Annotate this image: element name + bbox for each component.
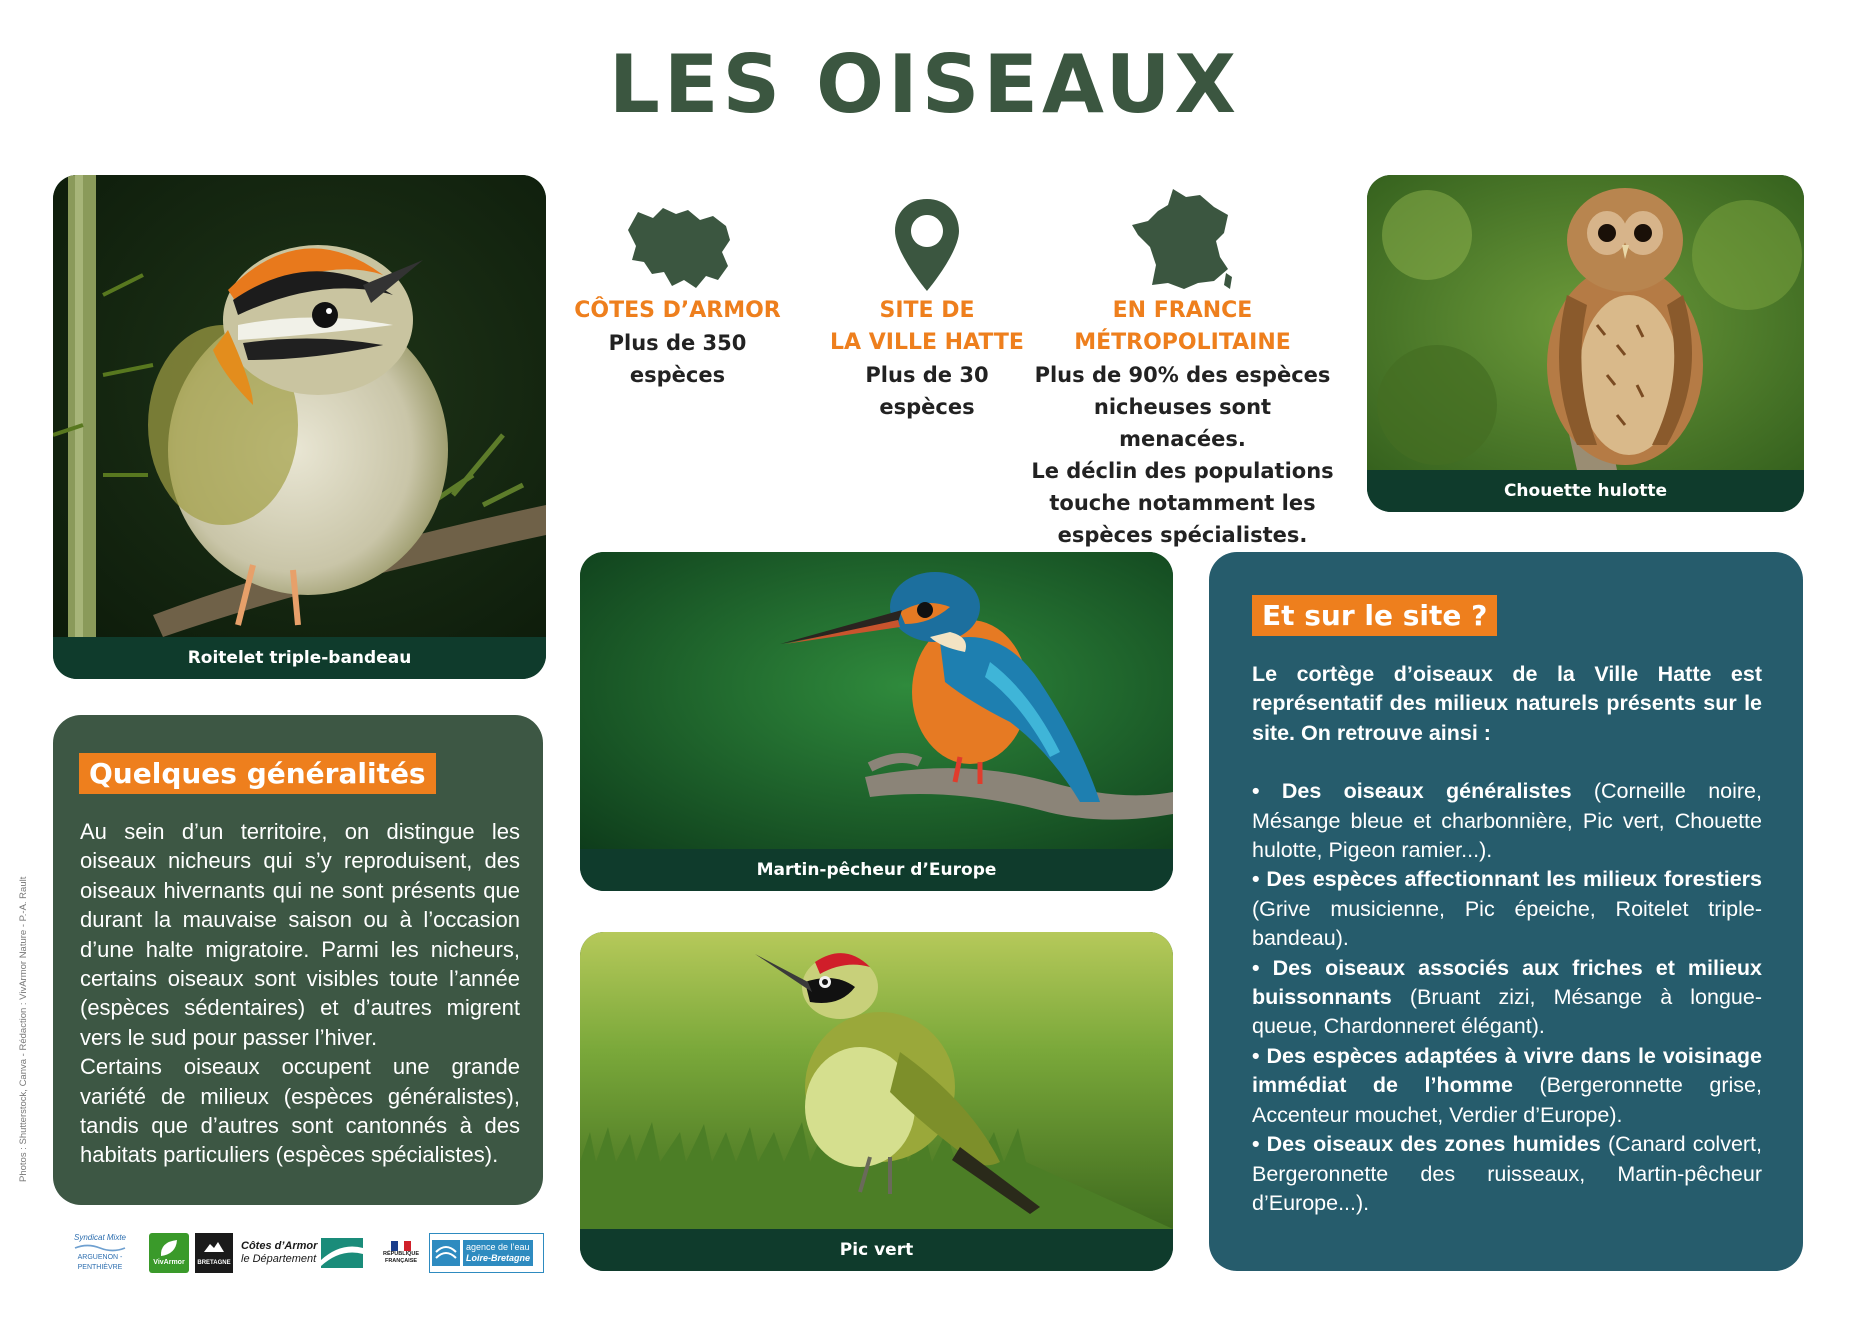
list-item-bold: • Des espèces adaptées à vivre dans le voisinage immédiat de l’homme [1252, 1043, 1762, 1098]
list-item-text: (Corneille noire, Mésange bleue et charbonnière, Pic vert, Chouette hulotte, Pigeon ramier...). [1252, 779, 1762, 863]
photo-caption-pic-vert: Pic vert [580, 1229, 1173, 1271]
list-item [1252, 954, 1762, 1042]
logo-text: Syndicat Mixte [73, 1233, 127, 1242]
photo-caption-roitelet: Roitelet triple-bandeau [53, 637, 546, 679]
stat-text: Plus de 30 [865, 363, 989, 387]
stat-heading: LA VILLE HATTE [830, 330, 1024, 355]
list-item-text: (Canard colvert, Bergeronnette des ruisseaux, Martin-pêcheur d’Europe...). [1252, 1132, 1763, 1215]
logo-text: Loire-Bretagne [466, 1253, 531, 1263]
paragraph: Au sein d’un territoire, on distingue les oiseaux nicheurs qui s’y reproduisent, des oiseaux hivernants qui ne sont présents que durant la mauvaise saison ou à l’occasion d’une halte migratoire. Parmi les nicheurs, certains oiseaux sont visibles toute l’année (espèces sédentaires) et d’autres migrent vers le sud pour passer l’hiver. [80, 819, 520, 1050]
logo-text: Côtes d’Armor [241, 1240, 318, 1252]
paragraph: Certains oiseaux occupent une grande variété de milieux (espèces généralistes), tandis que d’autres sont cantonnés à des habitats particuliers (espèces spécialistes). [80, 1054, 520, 1168]
panel-generalites [53, 715, 543, 1205]
photo-caption-chouette: Chouette hulotte [1367, 470, 1804, 512]
photo-card-pic-vert [580, 932, 1173, 1271]
stat-heading: MÉTROPOLITAINE [1074, 330, 1291, 355]
stat-france [1030, 185, 1335, 551]
list-item-text: (Bruant zizi, Mésange à longue- queue, Chardonneret élégant). [1252, 985, 1762, 1039]
wave-icon [70, 1243, 130, 1253]
list-item [1252, 777, 1762, 865]
logo-text: FRANÇAISE [384, 1258, 418, 1264]
stat-text: Le déclin des populations [1031, 459, 1334, 483]
france-map-icon [1128, 185, 1238, 295]
photo-caption-martin-pecheur: Martin-pêcheur d’Europe [580, 849, 1173, 891]
list-item-bold: • Des espèces affectionnant les milieux forestiers [1252, 867, 1762, 892]
stat-cotes-armor [560, 200, 795, 391]
list-item-bold: • Des oiseaux associés aux friches et milieux buissonnants [1252, 955, 1762, 1010]
photo-card-chouette [1367, 175, 1804, 512]
logo-syndicat-mixte [55, 1233, 145, 1273]
logo-cotes-darmor [241, 1233, 371, 1273]
stat-text: espèces spécialistes. [1057, 523, 1308, 547]
photo-credit: Photos : Shutterstock, Canva - Rédaction : VivArmor Nature - P.-A. Rault [18, 876, 29, 1182]
photo-card-roitelet [53, 175, 546, 679]
logo-text: BRETAGNE [197, 1260, 231, 1266]
list-item-text: (Bergeronnette grise, Accenteur mouchet, Verdier d’Europe). [1252, 1073, 1762, 1127]
list-item-bold: • Des oiseaux des zones humides [1252, 1132, 1601, 1157]
panel-text-generalites [80, 817, 520, 1170]
stat-text: espèces [879, 395, 975, 419]
logo-region-bretagne [195, 1233, 233, 1273]
logo-vivarmor [149, 1233, 189, 1273]
logo-text: VivArmor [153, 1259, 185, 1266]
photo-roitelet [53, 175, 546, 637]
photo-martin-pecheur [580, 552, 1173, 849]
logo-republique-francaise [381, 1233, 421, 1273]
list-item [1252, 1042, 1762, 1130]
stat-heading: EN FRANCE [1112, 298, 1253, 323]
intro-text: Le cortège d’oiseaux de la Ville Hatte est représentatif des milieux naturels présents sur le site. On retrouve ainsi : [1252, 662, 1762, 745]
stat-text: Plus de 350 [608, 331, 747, 355]
panel-title-site: Et sur le site ? [1252, 595, 1497, 636]
panel-title-generalites: Quelques généralités [79, 753, 436, 794]
location-pin-icon [891, 195, 963, 295]
stat-text: nicheuses sont menacées. [1093, 395, 1272, 451]
logo-text: ARGUENON - PENTHIÈVRE [77, 1254, 123, 1271]
stat-text: touche notamment les [1049, 491, 1316, 515]
list-item-text: (Grive musicienne, Pic épeiche, Roitelet triple-bandeau). [1252, 896, 1762, 951]
ermine-icon [202, 1238, 226, 1258]
logo-text-block [463, 1240, 533, 1266]
leaf-icon [158, 1238, 180, 1258]
logo-text: le Département [241, 1253, 317, 1265]
logo-text: agence de l’eau [466, 1242, 530, 1252]
photo-chouette [1367, 175, 1804, 470]
stat-heading: CÔTES D’ARMOR [574, 298, 781, 323]
logo-text: RÉPUBLIQUE [382, 1251, 420, 1257]
page-title: LES OISEAUX [608, 38, 1241, 131]
list-item [1252, 1130, 1762, 1218]
water-icon [432, 1240, 460, 1266]
list-item [1252, 865, 1762, 953]
logo-agence-eau [429, 1233, 544, 1273]
stat-site-ville-hatte [818, 195, 1036, 423]
brittany-map-icon [618, 200, 738, 295]
cotes-darmor-icon [321, 1238, 363, 1268]
stat-heading: SITE DE [879, 298, 975, 323]
intro-paragraph [1252, 660, 1762, 748]
partner-logos [55, 1233, 545, 1273]
panel-et-sur-le-site [1209, 552, 1803, 1271]
photo-card-martin-pecheur [580, 552, 1173, 891]
stat-text: espèces [629, 363, 726, 387]
spacer [1252, 748, 1762, 777]
photo-pic-vert [580, 932, 1173, 1229]
stat-text: Plus de 90% des espèces [1034, 363, 1331, 387]
list-item-bold: • Des oiseaux généralistes [1252, 779, 1572, 804]
panel-text-site [1252, 660, 1762, 1218]
logo-text-block [241, 1240, 317, 1266]
flag-icon [391, 1241, 411, 1251]
